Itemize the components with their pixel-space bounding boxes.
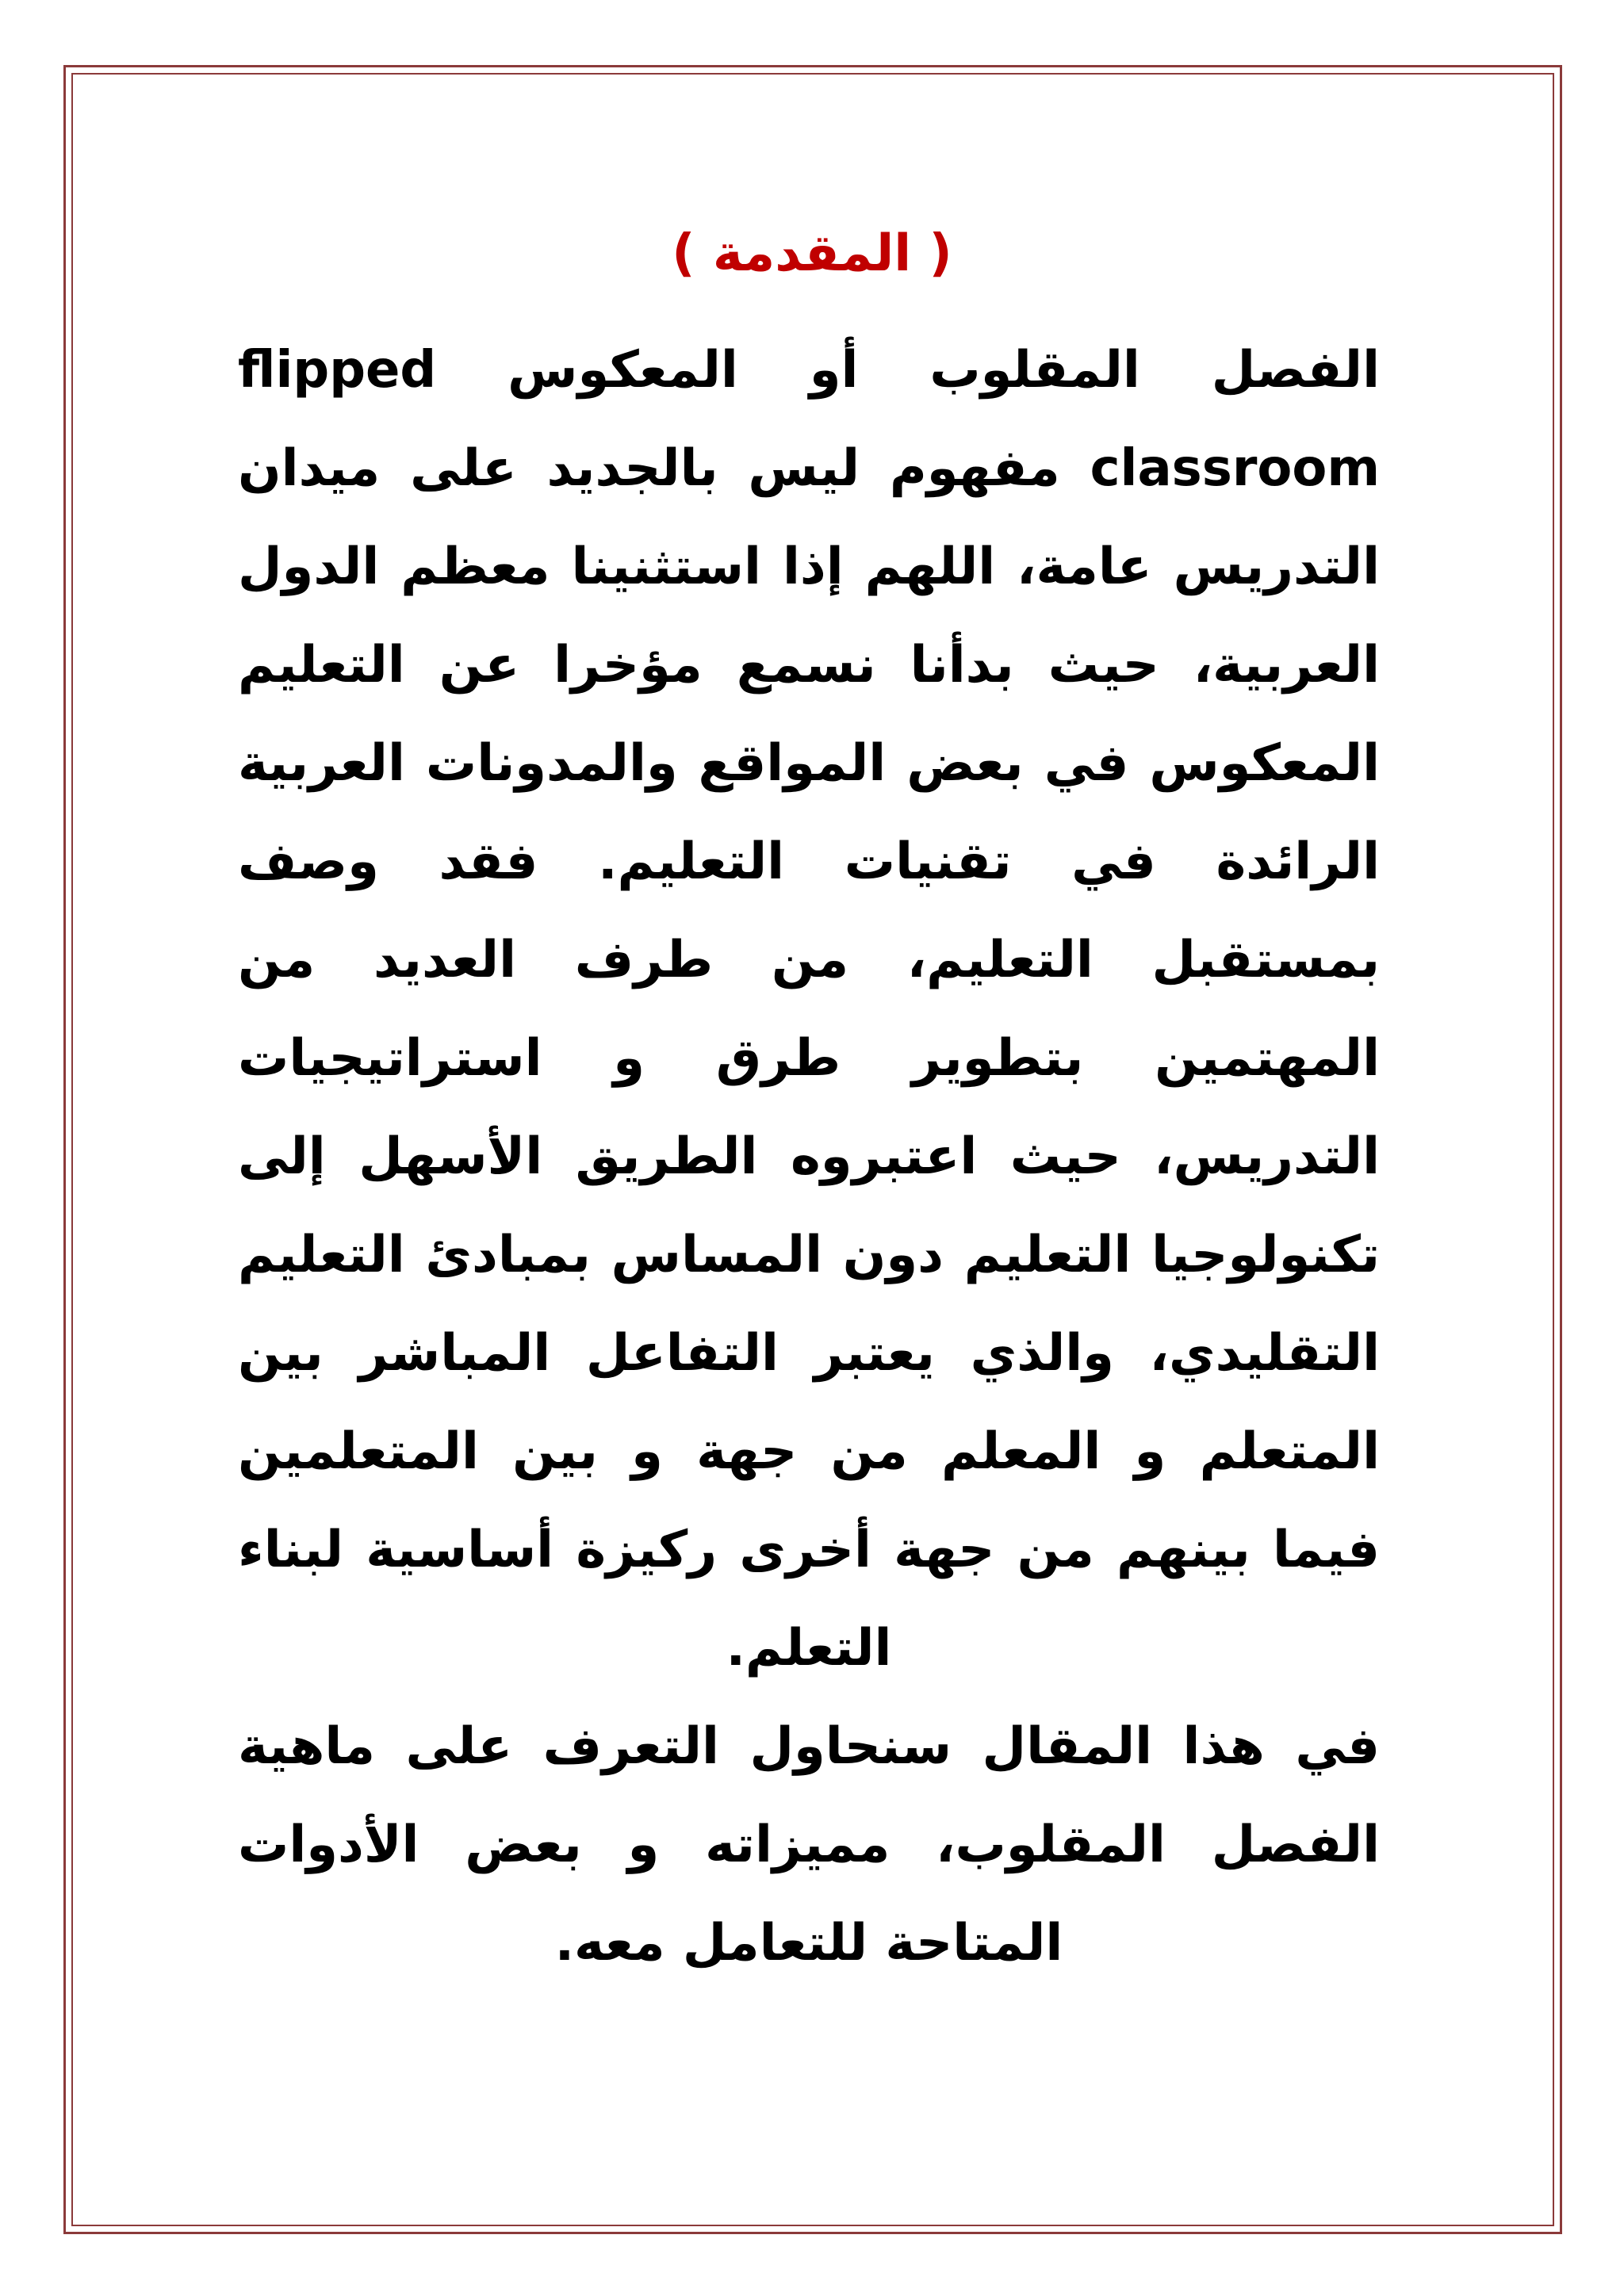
intro-lead: الفصل المقلوب أو المعكوس bbox=[436, 341, 1380, 400]
intro-rest: مفهوم ليس بالجديد على ميدان التدريس عامة، اللهم إذا استثنينا معظم الدول العربية، حيث بدأنا نسمع مؤخرا عن التعليم المعكوس في بعض المواقع والمدونات العربية الرائدة في تقنيات التعليم. فقد وصف بمستقبل التعليم، من طرف العديد من المهتمين بتطوير طرق و استراتيجيات التدريس، حيث اعتبروه الطريق الأسهل إلى تكنولوجيا التعليم دون المساس بمبادئ التعليم التقليدي، والذي يعتبر التفاعل المباشر بين المتعلم و المعلم من جهة و بين المتعلمين فيما بينهم من جهة أخرى ركيزة أساسية لبناء التعلم. bbox=[238, 439, 1380, 1678]
document-body bbox=[238, 321, 1380, 1992]
intro-paragraph bbox=[238, 321, 1380, 1697]
article-purpose-paragraph: في هذا المقال سنحاول التعرف على ماهية الفصل المقلوب، مميزاته و بعض الأدوات المتاحة للتعامل معه. bbox=[238, 1717, 1380, 1973]
english-term: flipped classroom bbox=[238, 341, 1380, 498]
page-title: ( المقدمة ) bbox=[672, 224, 952, 283]
